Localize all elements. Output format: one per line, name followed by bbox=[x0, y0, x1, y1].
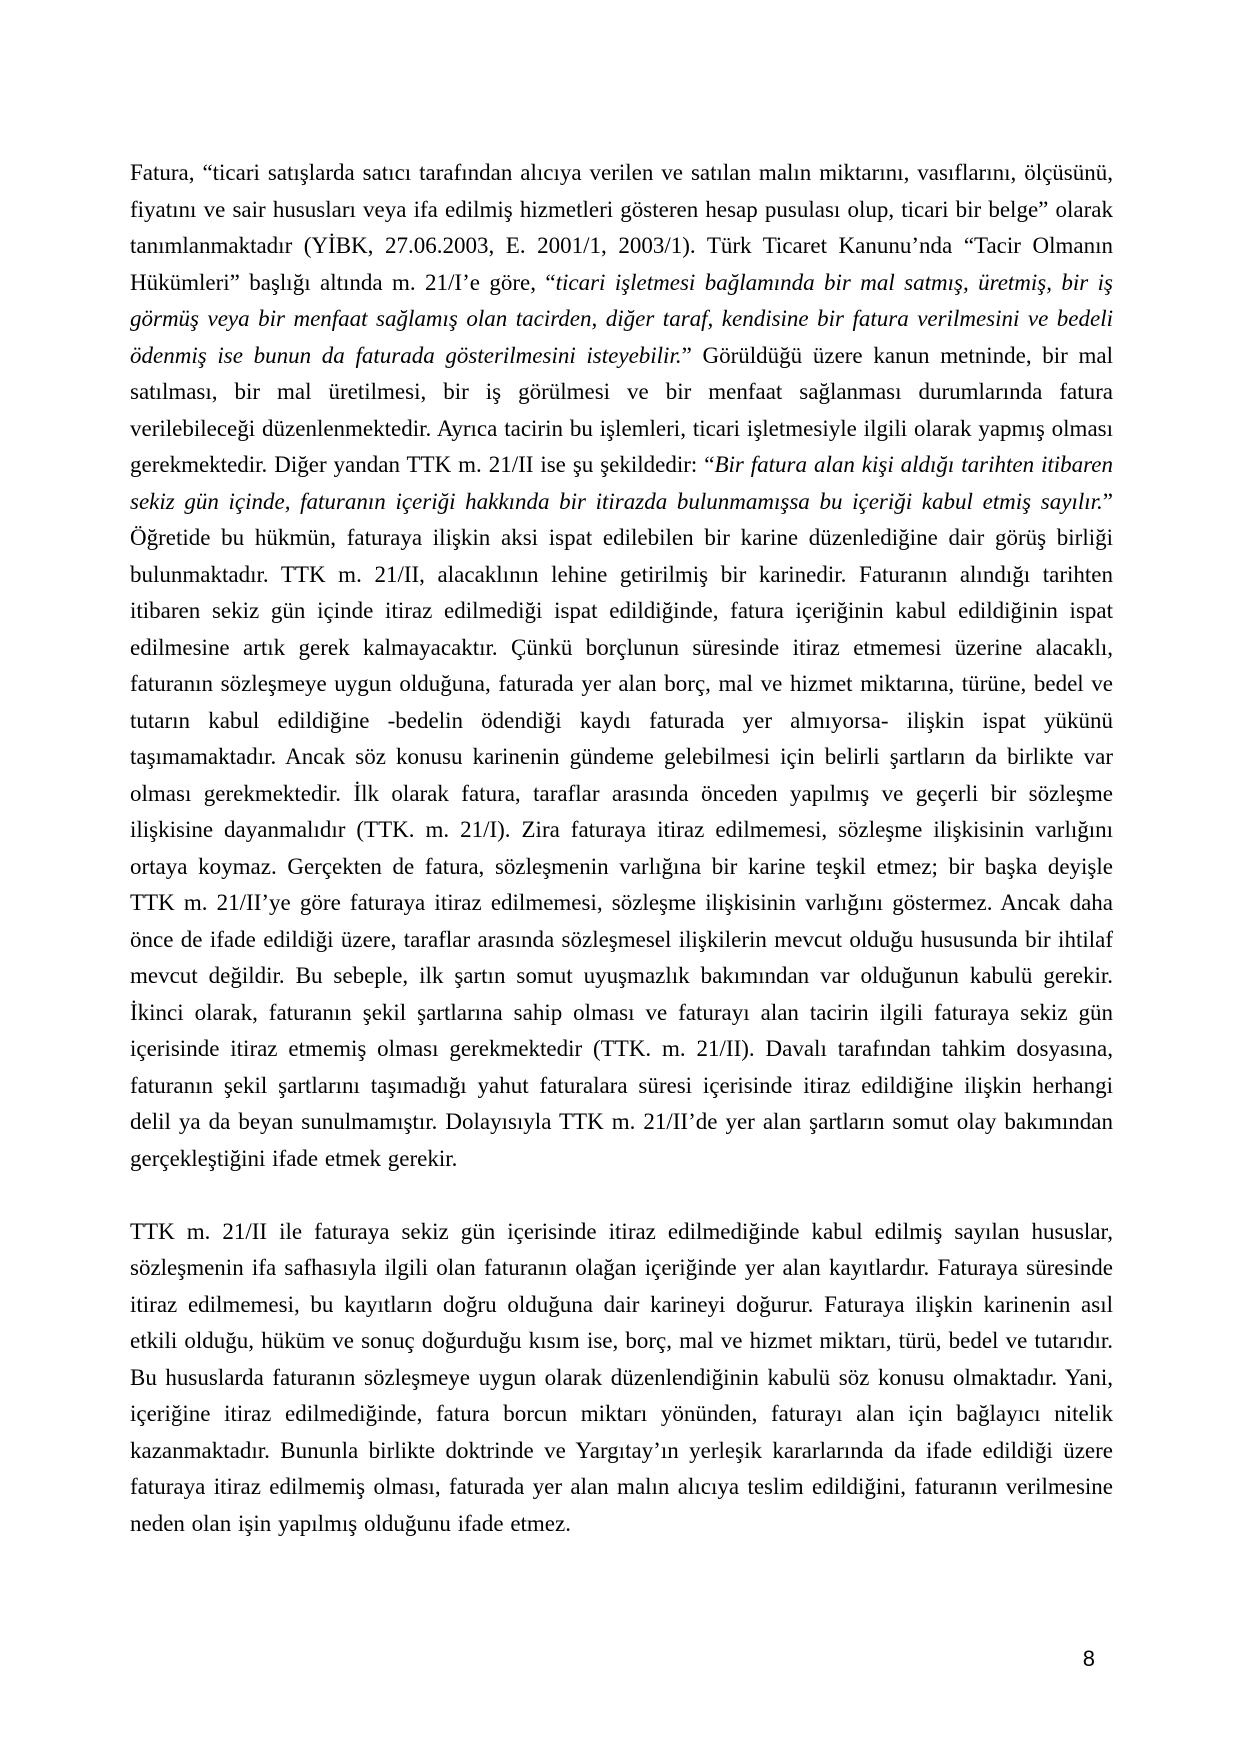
body-run: ” Öğretide bu hükmün, faturaya ilişkin aksi ispat edilebilen bir karine düzenlediğine dair görüş birliği bulunmaktadır. TTK m. 21/II, alacaklının lehine getirilmiş bir karinedir. Faturanın alındığı tarihten itibaren sekiz gün içinde itiraz edilmediği ispat edildiğinde, fatura içeriğinin kabul edildiğinin ispat edilmesine artık gerek kalmayacaktır. Çünkü borçlunun süresinde itiraz etmemesi üzerine alacaklı, faturanın sözleşmeye uygun olduğuna, faturada yer alan borç, mal ve hizmet miktarına, türüne, bedel ve tutarın kabul edildiğine -bedelin ödendiği kaydı faturada yer almıyorsa- ilişkin ispat yükünü taşımamaktadır. Ancak söz konusu karinenin gündeme gelebilmesi için belirli şartların da birlikte var olması gerekmektedir. İlk olarak fatura, taraflar arasında önceden yapılmış ve geçerli bir sözleşme ilişkisine dayanmalıdır (TTK. m. 21/I). Zira faturaya itiraz edilmemesi, sözleşme ilişkisinin varlığını ortaya koymaz. Gerçekten de fatura, sözleşmenin varlığına bir karine teşkil etmez; bir başka deyişle TTK m. 21/II’ye göre faturaya itiraz edilmemesi, sözleşme ilişkisinin varlığını göstermez. Ancak daha önce de ifade edildiği üzere, taraflar arasında sözleşmesel ilişkilerin mevcut olduğu hususunda bir ihtilaf mevcut değildir. Bu sebeple, ilk şartın somut uyuşmazlık bakımından var olduğunun kabulü gerekir. İkinci olarak, faturanın şekil şartlarına sahip olması ve faturayı alan tacirin ilgili faturaya sekiz gün içerisinde itiraz etmemiş olması gerekmektedir (TTK. m. 21/II). Davalı tarafından tahkim dosyasına, faturanın şekil şartlarını taşımadığı yahut faturalara süresi içerisinde itiraz edildiğine ilişkin herhangi delil ya da beyan sunulmamıştır. Dolayısıyla TTK m. 21/II’de yer alan şartların somut olay bakımından gerçekleştiğini ifade etmek gerekir. bbox=[130, 488, 1113, 1171]
body-run: ” Görüldüğü üzere kanun metninde, bir mal satılması, bir mal üretilmesi, bir iş görülmesi ve bir menfaat sağlanması durumlarında fatura verilebileceği düzenlenmektedir. Ayrıca tacirin bu işlemleri, ticari işletmesiyle ilgili olarak yapmış olması gerekmektedir. Diğer yandan TTK m. 21/II ise şu şekildedir: “ bbox=[130, 342, 1113, 477]
page-number: 8 bbox=[1082, 1646, 1095, 1671]
paragraph-1 bbox=[130, 155, 1113, 1177]
quoted-statute-text: ticari işletmesi bağlamında bir mal satmış, üretmiş, bir iş görmüş veya bir menfaat sağlamış olan tacirden, diğer taraf, kendisine bir fatura verilmesini ve bedeli ödenmiş ise bunun da faturada gösterilmesini isteyebilir. bbox=[130, 269, 1113, 368]
quoted-statute-text: Bir fatura alan kişi aldığı tarihten itibaren sekiz gün içinde, faturanın içeriği hakkında bir itirazda bulunmamışsa bu içeriği kabul etmiş sayılır. bbox=[130, 452, 1113, 514]
body-run: Fatura, “ticari satışlarda satıcı tarafından alıcıya verilen ve satılan malın miktarını, vasıflarını, ölçüsünü, fiyatını ve sair hususları veya ifa edilmiş hizmetleri gösteren hesap pusulası olup, ticari bir belge” olarak tanımlanmaktadır (YİBK, 27.06.2003, E. 2001/1, 2003/1). Türk Ticaret Kanunu’nda “Tacir Olmanın Hükümleri” başlığı altında m. 21/I’e göre, “ bbox=[130, 160, 1113, 295]
body-text bbox=[130, 155, 1113, 1542]
paragraph-2 bbox=[130, 1214, 1113, 1543]
body-run: TTK m. 21/II ile faturaya sekiz gün içerisinde itiraz edilmediğinde kabul edilmiş sayılan hususlar, sözleşmenin ifa safhasıyla ilgili olan faturanın olağan içeriğinde yer alan kayıtlardır. Faturaya süresinde itiraz edilmemesi, bu kayıtların doğru olduğuna dair karineyi doğurur. Faturaya ilişkin karinenin asıl etkili olduğu, hüküm ve sonuç doğurduğu kısım ise, borç, mal ve hizmet miktarı, türü, bedel ve tutarıdır. Bu hususlarda faturanın sözleşmeye uygun olarak düzenlendiğinin kabulü söz konusu olmaktadır. Yani, içeriğine itiraz edilmediğinde, fatura borcun miktarı yönünden, faturayı alan için bağlayıcı nitelik kazanmaktadır. Bununla birlikte doktrinde ve Yargıtay’ın yerleşik kararlarında da ifade edildiği üzere faturaya itiraz edilmemiş olması, faturada yer alan malın alıcıya teslim edildiğini, faturanın verilmesine neden olan işin yapılmış olduğunu ifade etmez. bbox=[130, 1218, 1113, 1536]
